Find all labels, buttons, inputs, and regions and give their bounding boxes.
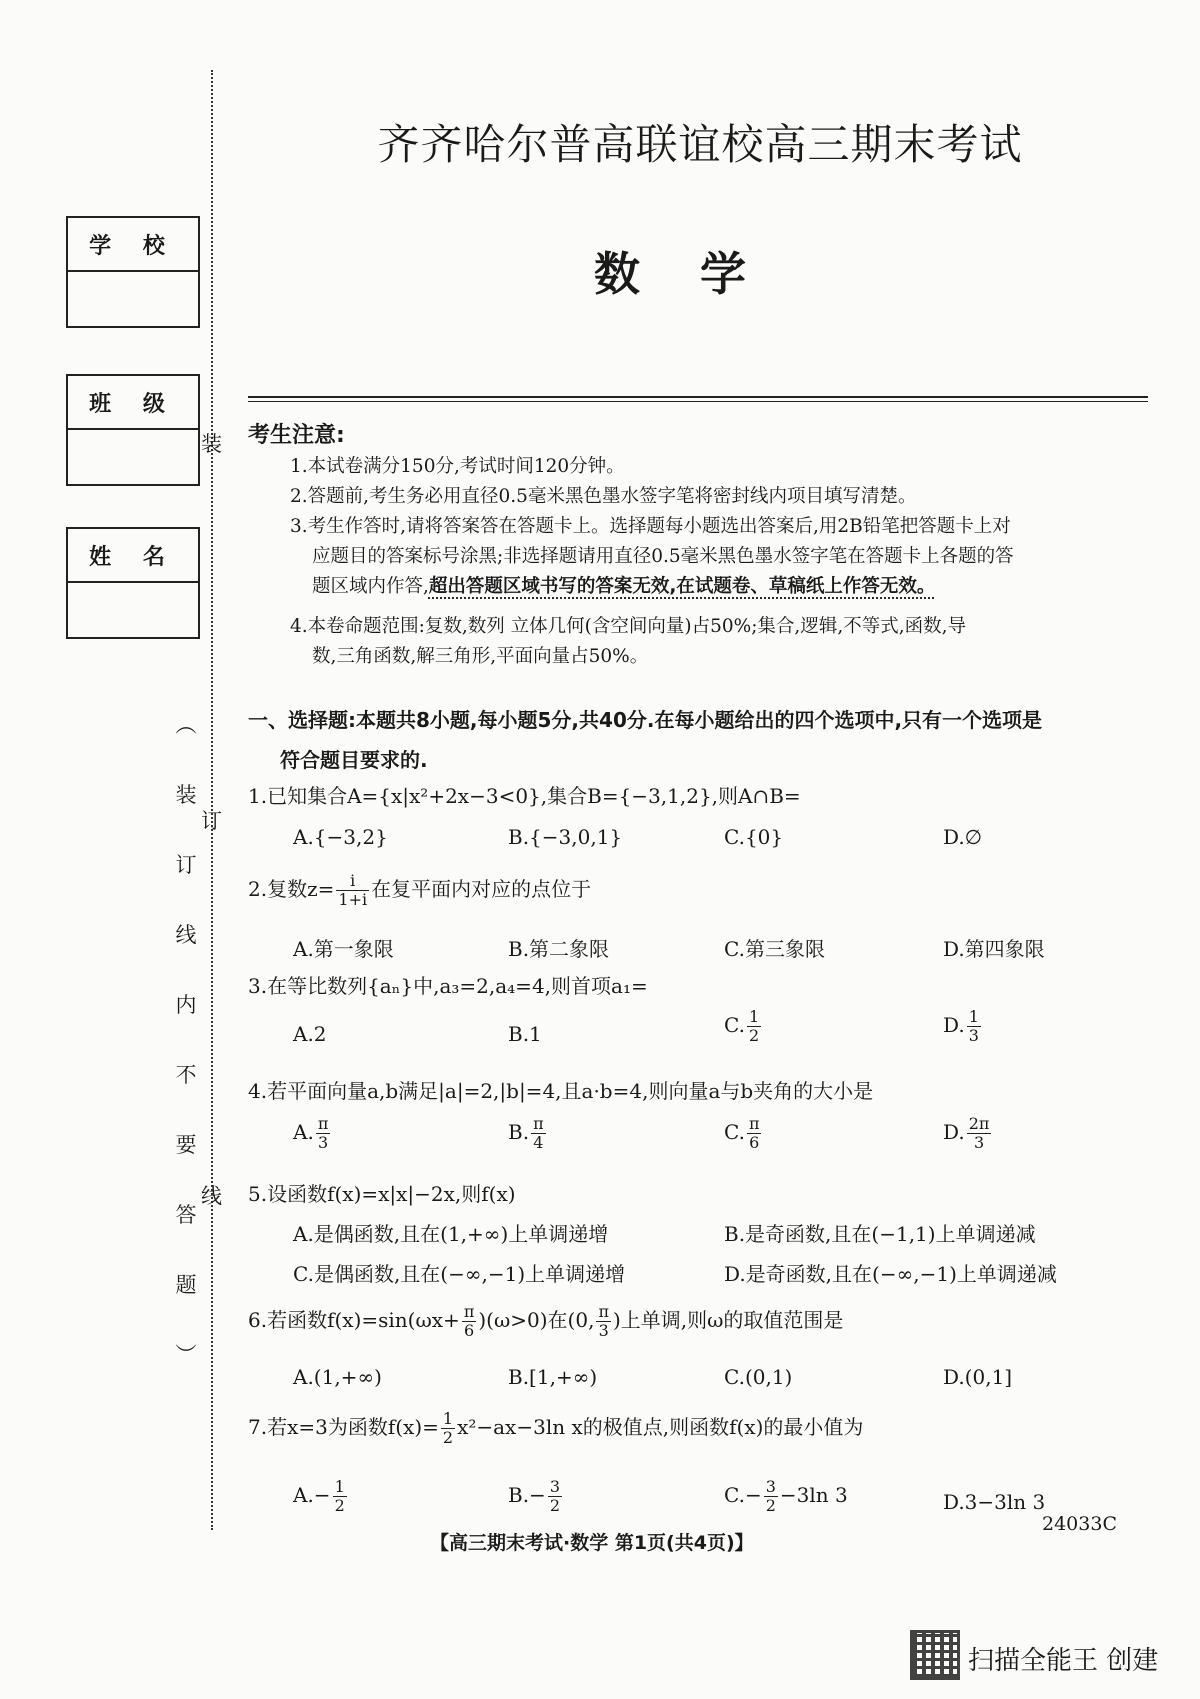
option-letter: A.− (293, 1483, 331, 1507)
q7-option-d[interactable]: D.3−3ln 3 (943, 1490, 1046, 1514)
numerator: i (336, 872, 369, 891)
binding-mark-xian: 线 (201, 1184, 222, 1208)
numerator: π (533, 1114, 544, 1133)
option-fraction (764, 1478, 778, 1515)
binding-dotted-line (211, 70, 213, 1530)
denominator: 6 (463, 1321, 475, 1340)
option-letter: D. (943, 1120, 965, 1144)
numerator: 2π (968, 1114, 990, 1133)
name-label: 姓 名 (68, 529, 198, 583)
q6-option-a[interactable]: A.(1,+∞) (293, 1365, 382, 1389)
notice-item: 4.本卷命题范围:复数,数列 立体几何(含空间向量)占50%;集合,逻辑,不等式,函数,导 (290, 616, 966, 637)
section-line: 符合题目要求的. (280, 748, 428, 772)
numerator: 1 (968, 1007, 979, 1026)
vchar: 线 (175, 923, 197, 947)
binding-vertical-text (172, 690, 200, 1390)
paper-code: 24033C (1042, 1513, 1117, 1535)
q1-option-c[interactable]: C.{0} (724, 825, 784, 849)
q7-stem: 7.若x=3为函数f(x)= (248, 1415, 439, 1439)
question-4: 4.若平面向量a,b满足|a|=2,|b|=4,且a·b=4,则向量a与b夹角的大小是 (248, 1079, 874, 1103)
q6-fraction (462, 1303, 477, 1340)
question-2 (248, 872, 1148, 909)
denominator: 3 (598, 1321, 609, 1340)
q3-option-b[interactable]: B.1 (508, 1022, 542, 1046)
section-line: 一、选择题:本题共8小题,每小题5分,共40分.在每小题给出的四个选项中,只有一个选项是 (248, 708, 1043, 732)
numerator: 1 (748, 1007, 760, 1026)
section-heading (248, 700, 1148, 780)
denominator: 3 (968, 1026, 979, 1045)
denominator: 2 (765, 1496, 776, 1515)
q2-stem: 在复平面内对应的点位于 (371, 877, 592, 901)
name-box (66, 527, 200, 639)
denominator: 2 (549, 1496, 560, 1515)
q1-option-a[interactable]: A.{−3,2} (293, 825, 388, 849)
q6-stem: )(ω>0)在(0, (478, 1308, 595, 1332)
denominator: 1+i (338, 890, 368, 909)
question-6 (248, 1303, 1148, 1340)
q5-option-a[interactable]: A.是偶函数,且在(1,+∞)上单调递增 (293, 1222, 609, 1246)
denominator: 6 (749, 1133, 760, 1152)
class-box (66, 374, 200, 486)
vchar: ︵ (175, 713, 197, 737)
q4-option-d[interactable] (943, 1115, 993, 1152)
q6-option-b[interactable]: B.[1,+∞) (508, 1365, 598, 1389)
option-letter: C. (724, 1013, 745, 1037)
q6-option-c[interactable]: C.(0,1) (724, 1365, 793, 1389)
vchar: 订 (175, 853, 197, 877)
q2-fraction (336, 872, 369, 909)
vchar: 题 (175, 1273, 197, 1297)
q2-option-d[interactable]: D.第四象限 (943, 937, 1045, 961)
vchar: ︶ (175, 1343, 197, 1367)
denominator: 2 (442, 1428, 454, 1447)
class-label: 班 级 (68, 376, 198, 430)
option-letter: B.− (508, 1483, 546, 1507)
school-field[interactable] (68, 272, 198, 326)
numerator: π (317, 1114, 329, 1133)
option-fraction (967, 1008, 981, 1045)
option-fraction (531, 1115, 546, 1152)
numerator: 1 (334, 1477, 345, 1496)
q3-option-a[interactable]: A.2 (293, 1022, 327, 1046)
notice-item-line (312, 572, 1147, 602)
option-fraction (747, 1008, 761, 1045)
header-rule (248, 396, 1148, 398)
notice-item: 1.本试卷满分150分,考试时间120分钟。 (290, 456, 625, 477)
numerator: 3 (765, 1477, 776, 1496)
q7-stem: x²−ax−3ln x的极值点,则函数f(x)的最小值为 (457, 1415, 864, 1439)
subject-title: 数学 (594, 247, 806, 301)
option-letter: D. (943, 1013, 965, 1037)
exam-title: 齐齐哈尔普高联谊校高三期末考试 (377, 120, 1023, 169)
option-text: −3ln 3 (779, 1483, 848, 1507)
numerator: 3 (549, 1477, 560, 1496)
option-letter: C. (724, 1120, 745, 1144)
q6-stem: )上单调,则ω的取值范围是 (612, 1308, 844, 1332)
school-label: 学 校 (68, 218, 198, 272)
name-field[interactable] (68, 583, 198, 637)
q2-stem: 2.复数z= (248, 877, 335, 901)
q7-option-b[interactable] (508, 1478, 564, 1515)
option-fraction (316, 1115, 331, 1152)
notice-item: 2.答题前,考生务必用直径0.5毫米黑色墨水签字笔将密封线内项目填写清楚。 (290, 486, 917, 507)
q6-fraction (596, 1303, 611, 1340)
notice-item: 3.考生作答时,请将答案答在答题卡上。选择题每小题选出答案后,用2B铅笔把答题卡上对 (290, 516, 1011, 537)
denominator: 3 (973, 1133, 985, 1152)
vchar: 内 (175, 993, 197, 1017)
option-fraction (333, 1478, 347, 1515)
denominator: 3 (317, 1133, 329, 1152)
question-3: 3.在等比数列{aₙ}中,a₃=2,a₄=4,则首项a₁= (248, 974, 648, 998)
numerator: π (463, 1302, 475, 1321)
vchar: 要 (175, 1133, 197, 1157)
q7-option-c[interactable] (724, 1478, 848, 1515)
numerator: 1 (442, 1409, 454, 1428)
q5-option-d[interactable]: D.是奇函数,且在(−∞,−1)上单调递减 (724, 1262, 1057, 1286)
option-fraction (548, 1478, 562, 1515)
q1-option-d[interactable]: D.∅ (943, 825, 983, 849)
q5-option-b[interactable]: B.是奇函数,且在(−1,1)上单调递减 (724, 1222, 1036, 1246)
question-7 (248, 1410, 1148, 1447)
binding-mark-zhuang: 装 (201, 432, 222, 456)
vchar: 装 (175, 783, 197, 807)
q4-option-a[interactable] (293, 1115, 332, 1152)
binding-mark-ding: 订 (201, 809, 222, 833)
q5-option-c[interactable]: C.是偶函数,且在(−∞,−1)上单调递增 (293, 1262, 626, 1286)
q3-option-d[interactable] (943, 1008, 983, 1045)
qr-code-icon (910, 1630, 960, 1680)
denominator: 4 (533, 1133, 544, 1152)
class-field[interactable] (68, 430, 198, 484)
notice-item: 数,三角函数,解三角形,平面向量占50%。 (312, 646, 649, 667)
q2-option-b[interactable]: B.第二象限 (508, 937, 610, 961)
q4-option-b[interactable] (508, 1115, 548, 1152)
q7-fraction (441, 1410, 455, 1447)
q2-option-c[interactable]: C.第三象限 (724, 937, 825, 961)
header-rule-thin (248, 401, 1148, 402)
school-box (66, 216, 200, 328)
q4-option-c[interactable] (724, 1115, 763, 1152)
q2-option-a[interactable]: A.第一象限 (293, 937, 394, 961)
numerator: π (598, 1302, 609, 1321)
option-letter: C.− (724, 1483, 762, 1507)
q3-option-c[interactable] (724, 1008, 763, 1045)
option-fraction (747, 1115, 762, 1152)
notice-item: 应题目的答案标号涂黑;非选择题请用直径0.5毫米黑色墨水签字笔在答题卡上各题的答 (312, 546, 1014, 567)
notice-text: 题区域内作答, (312, 576, 429, 597)
notice-title: 考生注意: (248, 423, 345, 448)
question-5: 5.设函数f(x)=x|x|−2x,则f(x) (248, 1182, 516, 1206)
vchar: 答 (175, 1203, 197, 1227)
option-letter: A. (293, 1120, 314, 1144)
vchar: 不 (175, 1063, 197, 1087)
q7-option-a[interactable] (293, 1478, 349, 1515)
page-footer: 【高三期末考试·数学 第1页(共4页)】 (430, 1532, 754, 1554)
question-1: 1.已知集合A={x|x²+2x−3<0},集合B={−3,1,2},则A∩B= (248, 784, 801, 808)
q1-option-b[interactable]: B.{−3,0,1} (508, 825, 623, 849)
notice-emphasis: 超出答题区域书写的答案无效,在试题卷、草稿纸上作答无效。 (428, 576, 936, 597)
q6-option-d[interactable]: D.(0,1] (943, 1365, 1013, 1389)
numerator: π (748, 1114, 760, 1133)
option-letter: B. (508, 1120, 530, 1144)
scanner-watermark: 扫描全能王 创建 (968, 1646, 1159, 1676)
denominator: 2 (334, 1496, 345, 1515)
denominator: 2 (748, 1026, 760, 1045)
option-fraction (967, 1115, 992, 1152)
q6-stem: 6.若函数f(x)=sin(ωx+ (248, 1308, 460, 1332)
